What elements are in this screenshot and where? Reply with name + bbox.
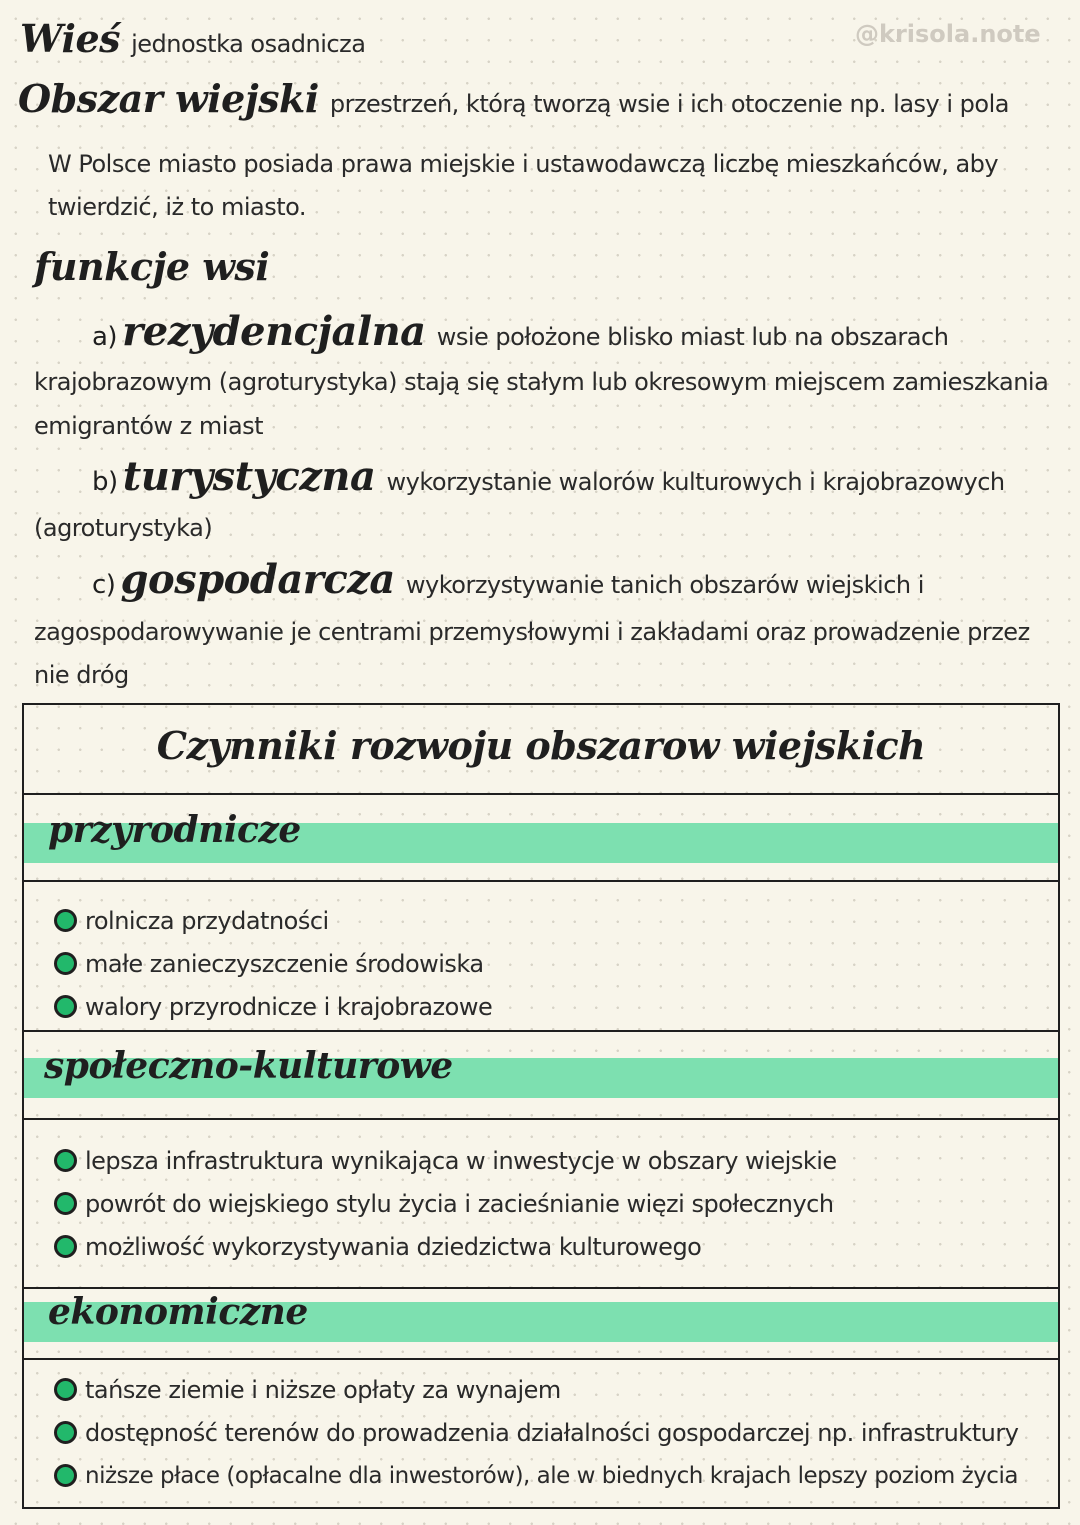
list-item bbox=[54, 985, 492, 1028]
divider bbox=[24, 1287, 1058, 1289]
bullet-icon bbox=[54, 1378, 77, 1401]
function-b bbox=[92, 453, 1005, 500]
list-item bbox=[54, 899, 492, 942]
function-a-prefix: a) bbox=[92, 322, 118, 352]
category-przyrodnicze-items bbox=[54, 899, 492, 1028]
bullet-icon bbox=[54, 952, 77, 975]
divider bbox=[24, 1118, 1058, 1120]
note-line-2: twierdzić, iż to miasto. bbox=[48, 193, 307, 221]
function-a-cont-2: emigrantów z miast bbox=[34, 412, 264, 440]
list-item-text: możliwość wykorzystywania dziedzictwa kulturowego bbox=[85, 1232, 702, 1261]
bullet-icon bbox=[54, 1149, 77, 1172]
list-item-text: dostępność terenów do prowadzenia działalności gospodarczej np. infrastruktury bbox=[85, 1418, 1019, 1447]
term-obszar-wiejski: Obszar wiejski bbox=[18, 76, 319, 121]
function-c-prefix: c) bbox=[92, 570, 116, 600]
function-a bbox=[92, 308, 948, 355]
function-a-term: rezydencjalna bbox=[122, 308, 426, 355]
list-item bbox=[54, 942, 492, 985]
factors-table bbox=[22, 703, 1060, 1509]
list-item bbox=[54, 1182, 837, 1225]
function-b-cont-1: (agroturystyka) bbox=[34, 514, 213, 542]
table-title: Czynniki rozwoju obszarow wiejskich bbox=[156, 723, 926, 768]
list-item-text: powrót do wiejskiego stylu życia i zacieśnianie więzi społecznych bbox=[85, 1189, 834, 1218]
function-c-desc: wykorzystywanie tanich obszarów wiejskich i bbox=[405, 571, 924, 599]
function-b-term: turystyczna bbox=[122, 453, 376, 500]
list-item-text: walory przyrodnicze i krajobrazowe bbox=[85, 992, 493, 1021]
divider bbox=[24, 880, 1058, 882]
list-item bbox=[54, 1454, 1018, 1497]
definition-obszar-wiejski bbox=[18, 76, 1009, 121]
function-c bbox=[92, 556, 924, 603]
function-a-desc: wsie położone blisko miast lub na obszarach bbox=[436, 323, 949, 351]
divider bbox=[24, 793, 1058, 795]
list-item bbox=[54, 1225, 837, 1268]
list-item-text: tańsze ziemie i niższe opłaty za wynajem bbox=[85, 1375, 561, 1404]
bullet-icon bbox=[54, 1192, 77, 1215]
category-spoleczno-kulturowe: społeczno-kulturowe bbox=[44, 1045, 453, 1087]
term-wies: Wieś bbox=[20, 16, 121, 61]
function-c-term: gospodarcza bbox=[120, 556, 395, 603]
list-item-text: małe zanieczyszczenie środowiska bbox=[85, 949, 484, 978]
watermark: @krisola.note bbox=[855, 20, 1041, 48]
category-ekonomiczne: ekonomiczne bbox=[48, 1291, 308, 1333]
bullet-icon bbox=[54, 1235, 77, 1258]
category-przyrodnicze: przyrodnicze bbox=[48, 809, 301, 851]
category-spoleczno-kulturowe-items bbox=[54, 1139, 837, 1268]
desc-wies: jednostka osadnicza bbox=[131, 30, 366, 58]
function-c-cont-2: nie dróg bbox=[34, 661, 129, 689]
divider bbox=[24, 1030, 1058, 1032]
list-item bbox=[54, 1368, 1018, 1411]
functions-heading: funkcje wsi bbox=[34, 244, 270, 289]
category-ekonomiczne-items bbox=[54, 1368, 1018, 1497]
definition-wies bbox=[20, 16, 365, 61]
list-item-text: niższe płace (opłacalne dla inwestorów), ale w biednych krajach lepszy poziom życia bbox=[85, 1462, 1018, 1489]
desc-obszar-wiejski: przestrzeń, którą tworzą wsie i ich otoczenie np. lasy i pola bbox=[329, 90, 1009, 118]
list-item bbox=[54, 1411, 1018, 1454]
list-item-text: rolnicza przydatności bbox=[85, 906, 329, 935]
note-line-1: W Polsce miasto posiada prawa miejskie i ustawodawczą liczbę mieszkańców, aby bbox=[48, 150, 999, 178]
function-b-desc: wykorzystanie walorów kulturowych i krajobrazowych bbox=[386, 468, 1005, 496]
divider bbox=[24, 1358, 1058, 1360]
bullet-icon bbox=[54, 1421, 77, 1444]
function-b-prefix: b) bbox=[92, 467, 118, 497]
bullet-icon bbox=[54, 909, 77, 932]
function-c-cont-1: zagospodarowywanie je centrami przemysłowymi i zakładami oraz prowadzenie przez bbox=[34, 618, 1030, 646]
list-item bbox=[54, 1139, 837, 1182]
bullet-icon bbox=[54, 995, 77, 1018]
function-a-cont-1: krajobrazowym (agroturystyka) stają się stałym lub okresowym miejscem zamieszkania bbox=[34, 368, 1049, 396]
bullet-icon bbox=[54, 1464, 77, 1487]
list-item-text: lepsza infrastruktura wynikająca w inwestycje w obszary wiejskie bbox=[85, 1146, 837, 1175]
